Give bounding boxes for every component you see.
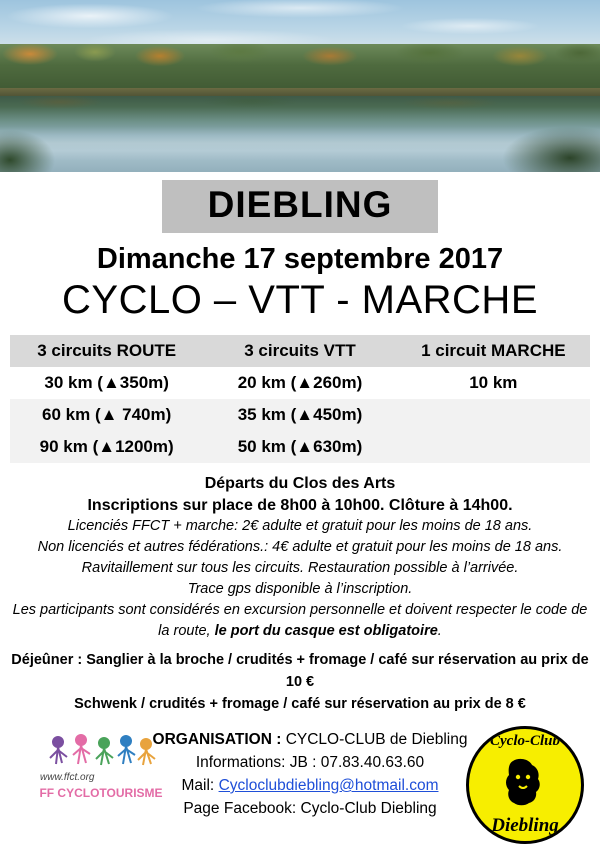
mail-link[interactable]: Cycloclubdiebling@hotmail.com [218, 777, 439, 795]
circuits-table [10, 335, 590, 463]
logo-bottom-text: Diebling [491, 814, 559, 836]
organisation-line [150, 728, 470, 751]
ffct-url[interactable]: www.ffct.org [40, 771, 95, 783]
cyclo-club-logo [466, 726, 584, 844]
column-header-route: 3 circuits ROUTE [10, 335, 203, 367]
information-line [150, 751, 470, 774]
cell-vtt-3: 50 km (▲630m) [203, 431, 396, 463]
lion-icon [499, 755, 547, 809]
participants-suffix: . [437, 623, 442, 640]
event-date: Dimanche 17 septembre 2017 [96, 243, 504, 275]
cell-route-1: 30 km (▲350m) [10, 367, 203, 399]
cell-route-2: 60 km (▲ 740m) [10, 399, 203, 431]
information-label: Informations: [195, 753, 286, 771]
organisation-block [150, 728, 470, 821]
facebook-value: Cyclo-Club Diebling [300, 800, 437, 818]
meals-block [10, 650, 590, 715]
mail-label: Mail: [181, 777, 215, 795]
meal-schwenk: Schwenk / crudités + fromage / café sur réservation au prix de 8 € [74, 695, 526, 712]
footer [0, 722, 600, 840]
cell-marche-3 [397, 431, 590, 463]
header-photo [0, 0, 600, 172]
table-header-row [10, 335, 590, 367]
helmet-mandatory: le port du casque est obligatoire [214, 623, 438, 640]
fees-licensed: Licenciés FFCT + marche: 2€ adulte et gratuit pour les moins de 18 ans. [67, 518, 533, 535]
registration-line: Inscriptions sur place de 8h00 à 10h00. Clôture à 14h00. [87, 496, 513, 514]
event-disciplines: CYCLO – VTT - MARCHE [62, 278, 538, 322]
facebook-label: Page Facebook: [183, 800, 297, 818]
organisation-value: CYCLO-CLUB de Diebling [285, 730, 468, 748]
facebook-line [150, 797, 470, 820]
table-row [10, 399, 590, 431]
column-header-marche: 1 circuit MARCHE [397, 335, 590, 367]
title-band-wrapper [0, 180, 600, 233]
participants-prefix: Les participants sont considérés en excursion personnelle et doivent respecter le code de la route, [12, 602, 588, 640]
photo-grass-left [0, 120, 70, 172]
refreshments-line: Ravitaillement sur tous les circuits. Restauration possible à l’arrivée. [81, 560, 519, 577]
photo-grass-right [490, 118, 600, 172]
mail-line [150, 774, 470, 797]
cell-route-3: 90 km (▲1200m) [10, 431, 203, 463]
cell-vtt-1: 20 km (▲260m) [203, 367, 396, 399]
logo-top-text: Cyclo-Club [490, 732, 560, 749]
cell-marche-2 [397, 399, 590, 431]
gps-line: Trace gps disponible à l’inscription. [187, 581, 413, 598]
organisation-label: ORGANISATION : [152, 730, 282, 748]
cell-vtt-2: 35 km (▲450m) [203, 399, 396, 431]
page-title: DIEBLING [162, 180, 439, 233]
fees-unlicensed: Non licenciés et autres fédérations.: 4€ adulte et gratuit pour les moins de 18 ans. [37, 539, 563, 556]
table-row [10, 431, 590, 463]
info-block [10, 473, 590, 642]
departure-line: Départs du Clos des Arts [204, 475, 396, 492]
ffct-label: FF CYCLOTOURISME [39, 785, 163, 800]
cell-marche-1: 10 km [397, 367, 590, 399]
table-row [10, 367, 590, 399]
column-header-vtt: 3 circuits VTT [203, 335, 396, 367]
information-value: JB : 07.83.40.63.60 [289, 753, 425, 771]
meal-lunch: Déjeûner : Sanglier à la broche / crudités + fromage / café sur réservation au prix de 10 € [11, 652, 589, 691]
participants-notice [10, 600, 590, 642]
